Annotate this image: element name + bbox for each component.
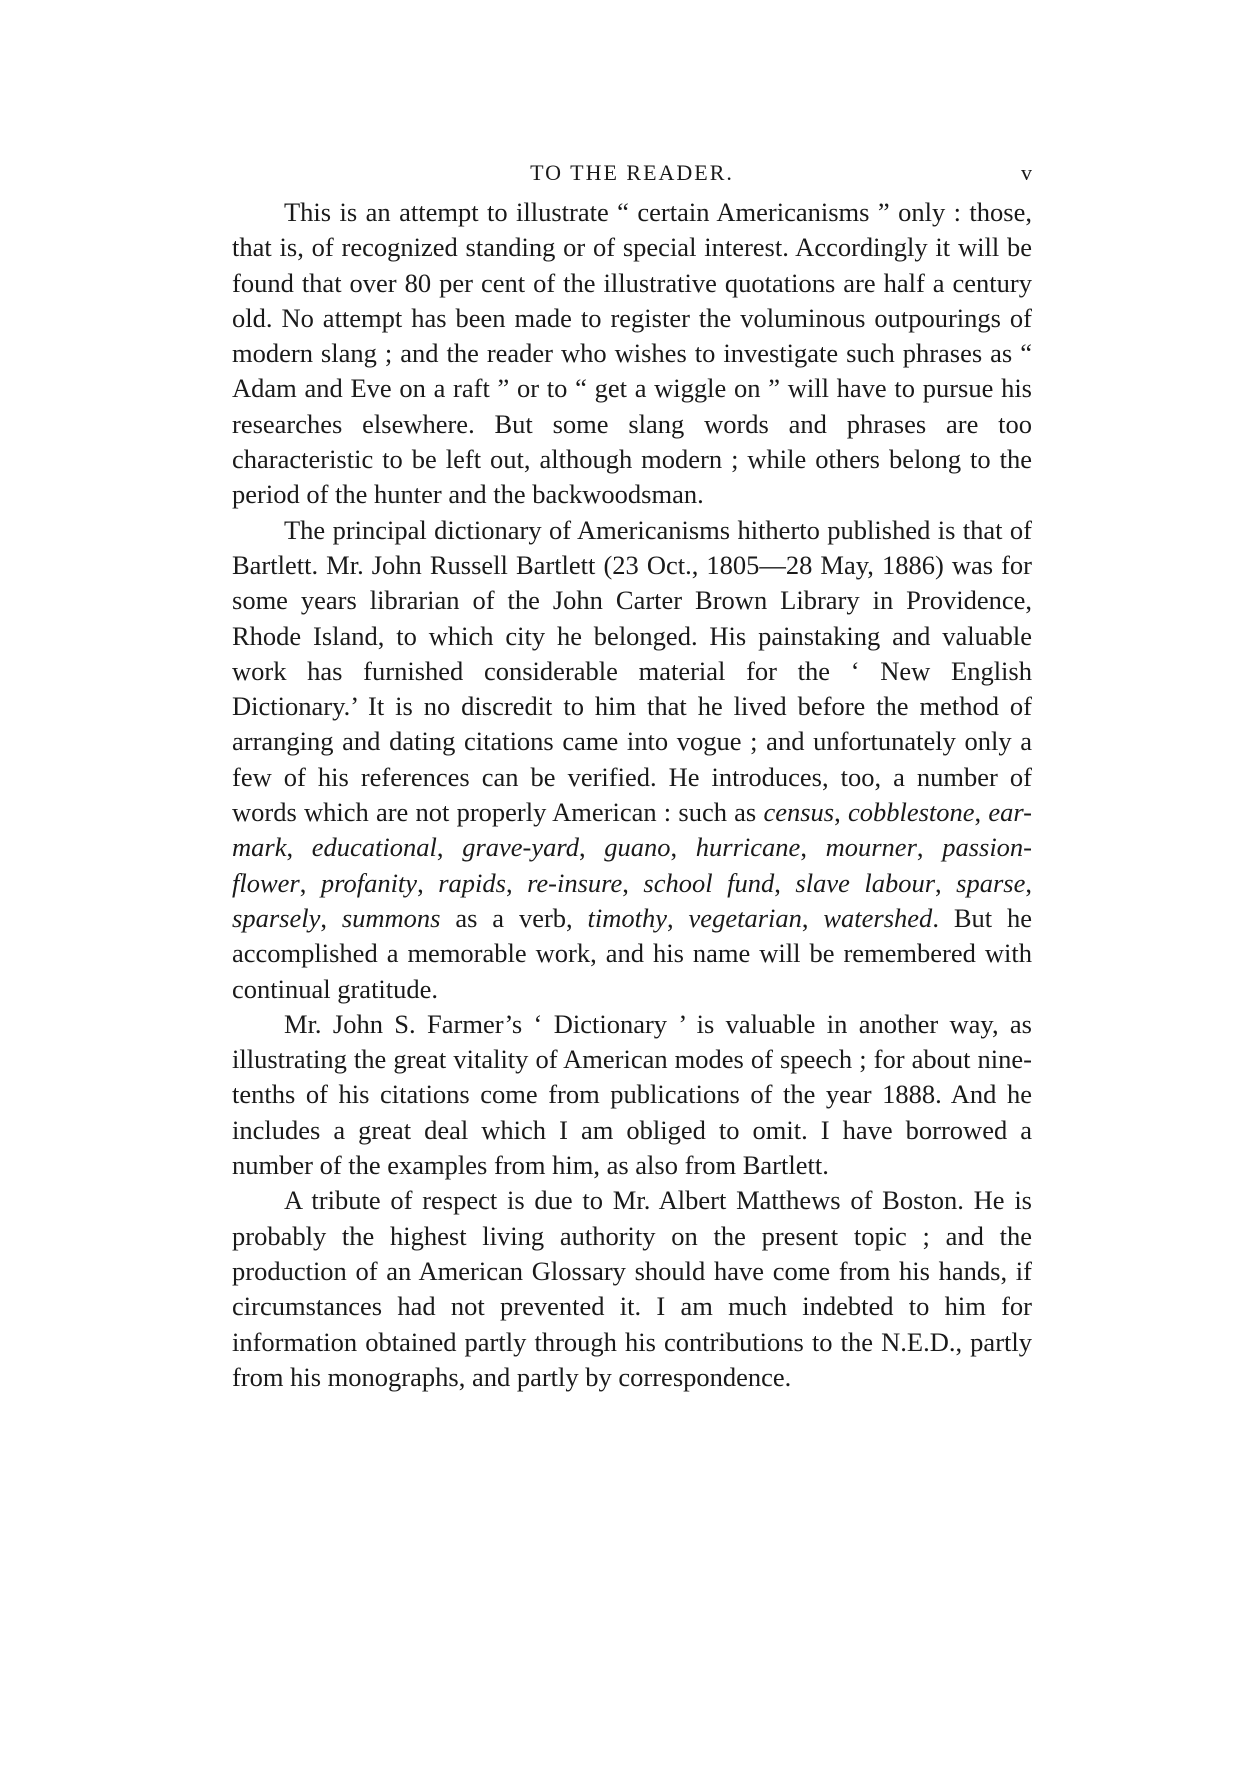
example-word: vegetarian (688, 902, 802, 933)
example-word: census (763, 797, 835, 828)
running-title: TO THE READER. (530, 160, 734, 185)
example-word: summons (341, 902, 441, 933)
example-word: mourner (825, 832, 917, 863)
example-word: timothy (587, 902, 668, 933)
example-word: school fund (643, 867, 775, 898)
paragraph-1: This is an attempt to illustrate “ certain Americanisms ” only : those, that is, of recognized standing or of special interest. Accordingly it will be found that over 80 per cent of the illustrative quotations are half a century old. No attempt has been made to register the voluminous outpourings of modern slang ; and the reader who wishes to investigate such phrases as “ Adam and Eve on a raft ” or to “ get a wiggle on ” will have to pursue his researches elsewhere. But some slang words and phrases are too characteristic to be left out, although modern ; while others belong to the period of the hunter and the backwoodsman. (232, 197, 1032, 510)
example-word: educational (311, 832, 437, 863)
running-head (232, 158, 1032, 188)
example-word: profanity (320, 867, 418, 898)
example-word: rapids (438, 867, 506, 898)
example-word: re-insure (527, 867, 623, 898)
paragraph-4: A tribute of respect is due to Mr. Albert Matthews of Boston. He is probably the highest living authority on the present topic ; and the production of an American Glossary should have come from his hands, if circumstances had not prevented it. I am much indebted to him for information obtained partly through his contributions to the N.E.D., partly from his monographs, and partly by correspondence. (232, 1185, 1032, 1392)
paragraph-2: The principal dictionary of Americanisms hitherto published is that of Bartlett. Mr. John Russell Bartlett (23 Oct., 1805—28 May, 1886) was for some years librarian of the John Carter Brown Library in Providence, Rhode Island, to which city he belonged. His painstaking and valuable work has furnished considerable material for the ‘ New English Dictionary.’ It is no discredit to him that he lived before the method of arranging and dating citations came into vogue ; and unfortunately only a few of his references can be verified. He introduces, too, a number of words which are not properly American : such as census, cobblestone, ear-mark, educational, grave-yard, guano, hurricane, mourner, passion-flower, profanity, rapids, re-insure, school fund, slave labour, sparse, sparsely, summons as a verb, timothy, vegetarian, watershed. But he accomplished a memorable work, and his name will be remembered with continual gratitude. (232, 514, 1033, 1004)
example-word: passion-flower (232, 832, 1033, 898)
example-word: watershed (823, 902, 933, 933)
paragraph-2-outro: But he accomplished a memorable work, and his name will be remembered with continual gratitude. (232, 902, 1032, 1004)
example-word: hurricane (695, 832, 801, 863)
example-word: ear-mark (232, 797, 1033, 863)
example-word: slave labour (795, 867, 936, 898)
example-word: guano (604, 832, 671, 863)
example-word: grave-yard (462, 832, 579, 863)
example-word: cobblestone (847, 797, 975, 828)
verb-note: as a verb, (455, 902, 573, 933)
page-number: v (1021, 160, 1032, 185)
body-text (232, 195, 1032, 1395)
example-word: sparse (956, 867, 1026, 898)
example-word: sparsely (232, 902, 321, 933)
paragraph-2-intro: The principal dictionary of Americanisms hitherto published is that of Bartlett. Mr. John Russell Bartlett (23 Oct., 1805—28 May, 1886) was for some years librarian of the John Carter Brown Library in Providence, Rhode Island, to which city he belonged. His painstaking and valuable work has furnished considerable material for the ‘ New English Dictionary.’ It is no discredit to him that he lived before the method of arranging and dating citations came into vogue ; and unfortunately only a few of his references can be verified. He introduces, too, a number of words which are not properly American : such as (232, 514, 1032, 828)
paragraph-3: Mr. John S. Farmer’s ‘ Dictionary ’ is valuable in another way, as illustrating the great vitality of American modes of speech ; for about nine-tenths of his citations come from publications of the year 1888. And he includes a great deal which I am obliged to omit. I have borrowed a number of the examples from him, as also from Bartlett. (232, 1008, 1032, 1181)
